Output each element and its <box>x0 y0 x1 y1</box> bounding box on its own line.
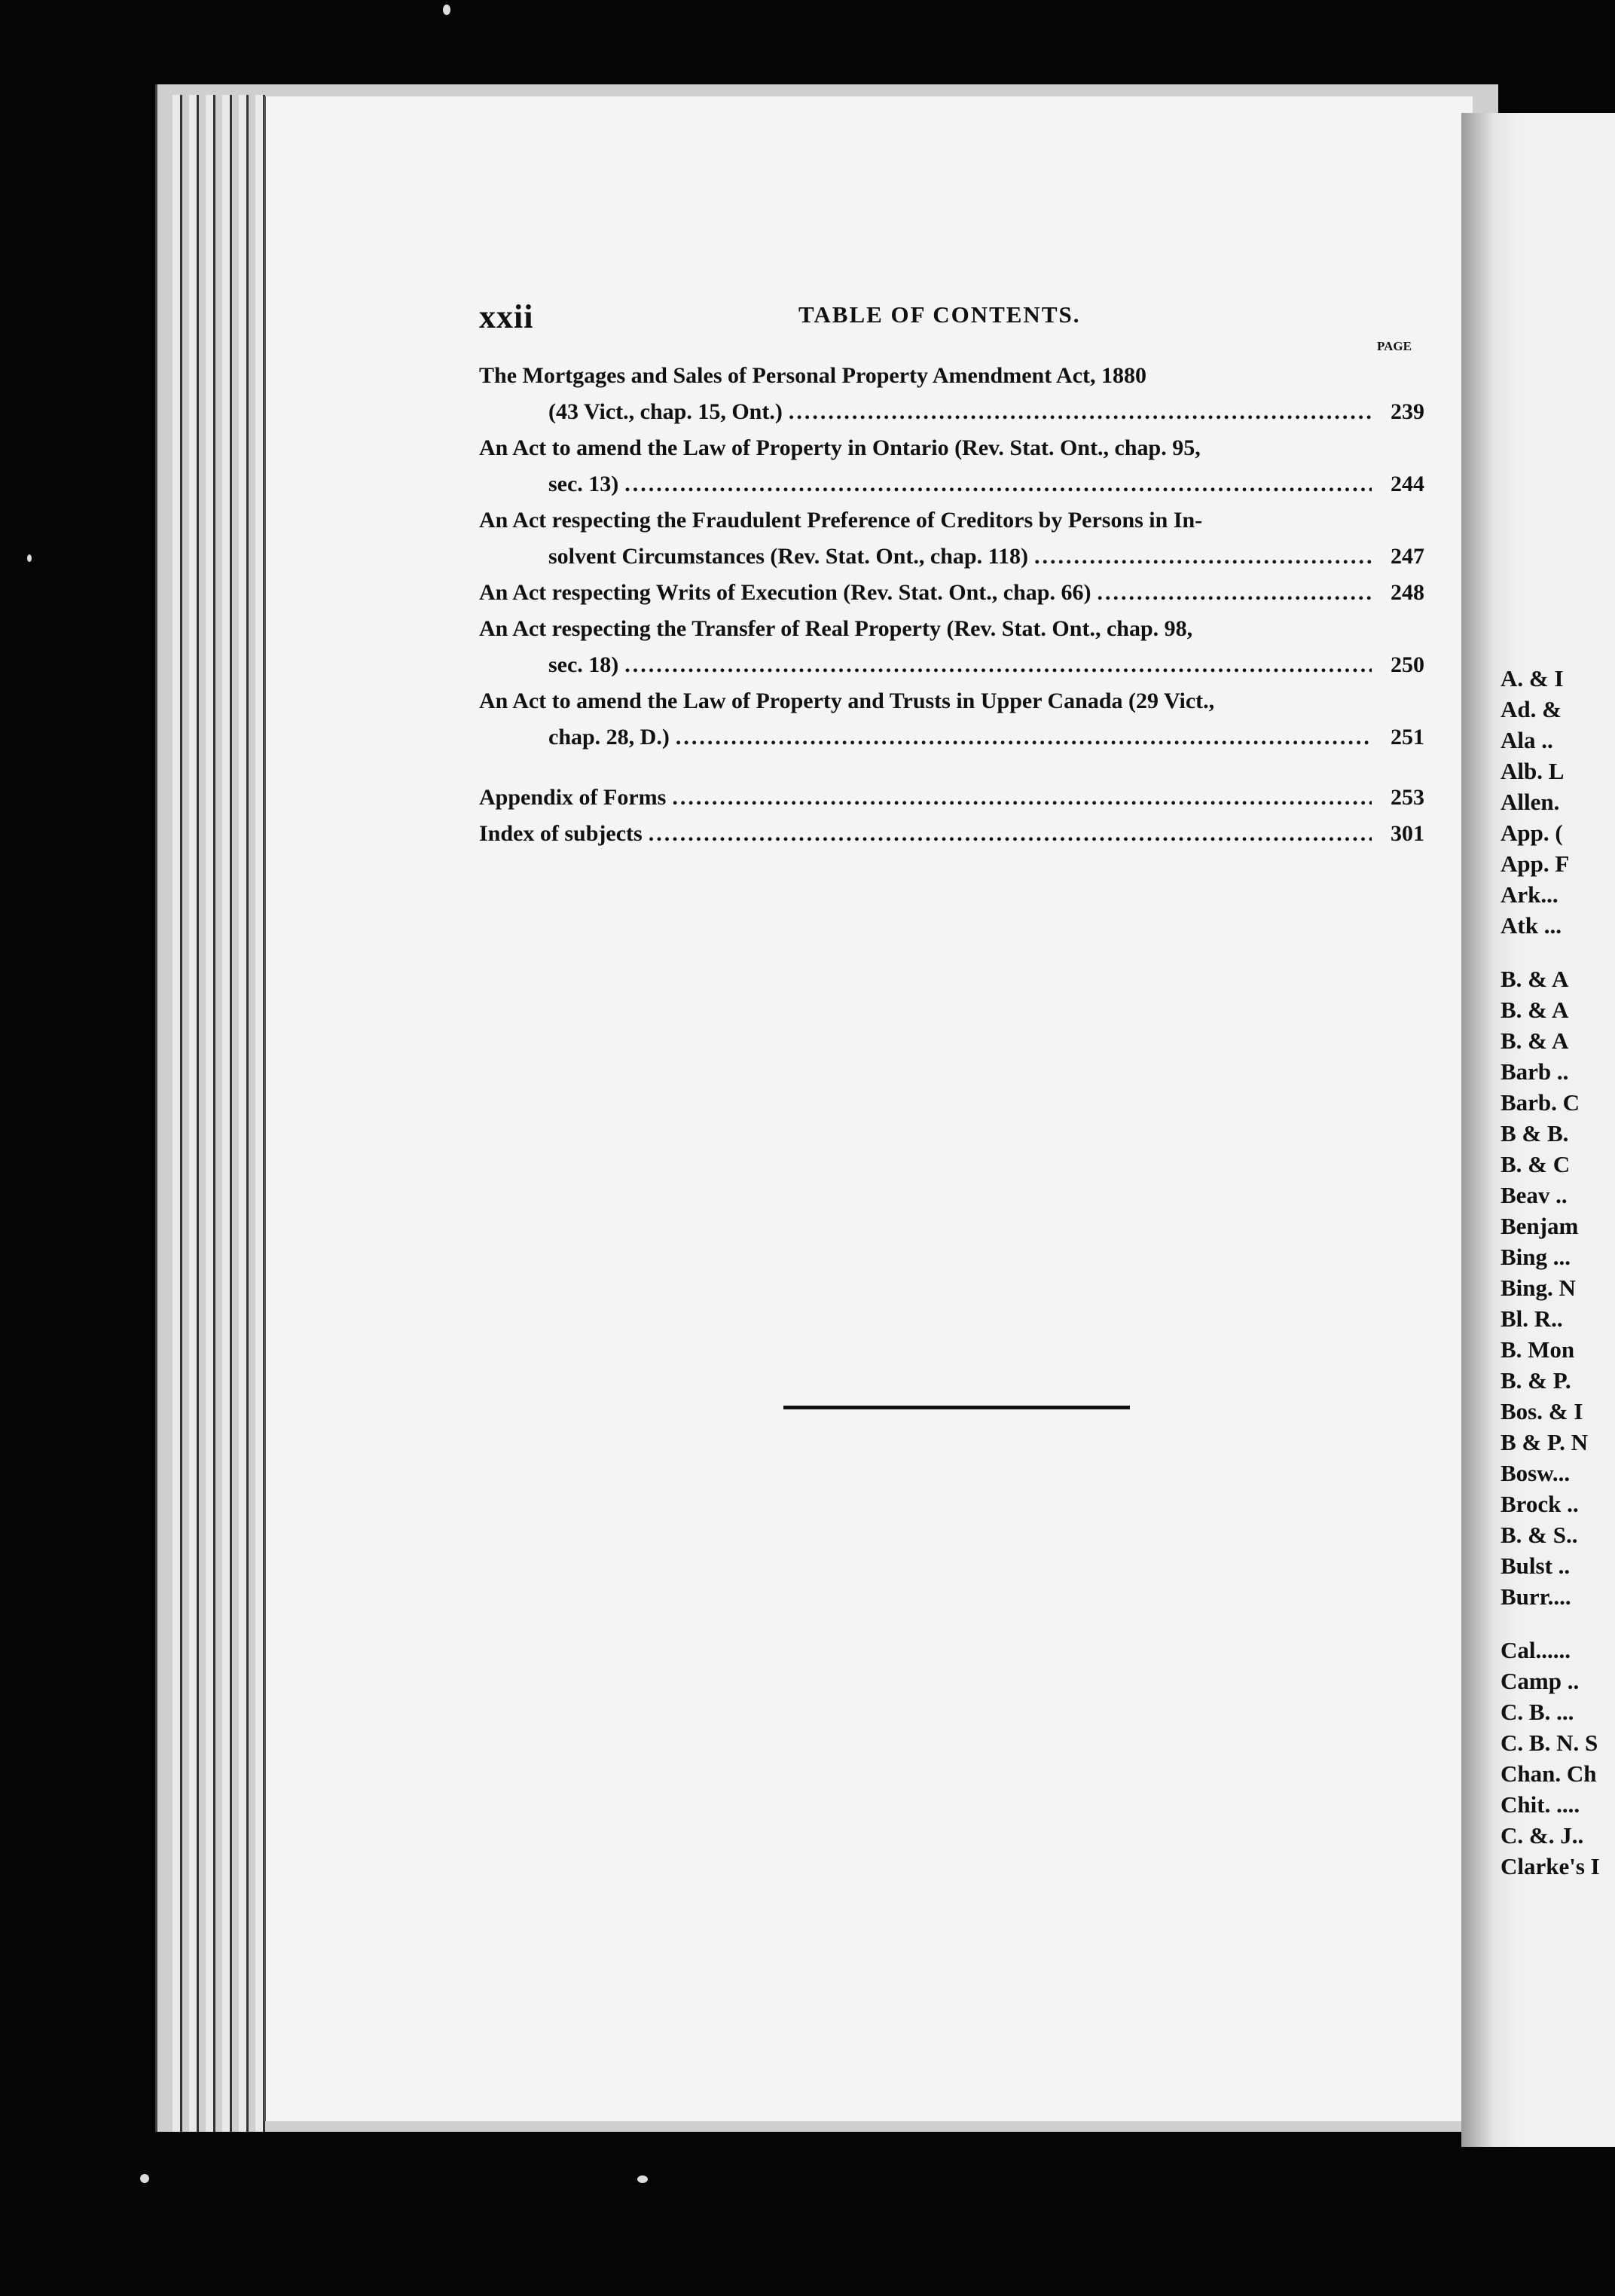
abbreviation-entry: Ark... <box>1501 881 1559 908</box>
toc-line <box>479 780 1424 816</box>
scan-speck <box>140 2174 149 2183</box>
abbreviation-entry: Benjam <box>1501 1213 1579 1239</box>
running-head: TABLE OF CONTENTS. <box>798 301 1081 328</box>
abbreviation-entry: A. & I <box>1501 665 1564 692</box>
abbreviation-entry: Brock .. <box>1501 1491 1579 1517</box>
abbreviation-entry: Allen. <box>1501 789 1560 815</box>
toc-line <box>479 719 1424 756</box>
abbreviation-entry: Barb. C <box>1501 1089 1580 1116</box>
toc-line <box>479 539 1424 575</box>
toc-entry <box>479 611 1424 683</box>
toc-entry-text: Appendix of Forms <box>479 785 667 810</box>
abbreviation-list <box>1501 663 1615 1882</box>
abbreviation-entry: App. ( <box>1501 820 1563 846</box>
toc-line <box>479 683 1424 719</box>
abbreviation-entry: Chit. .... <box>1501 1791 1580 1818</box>
abbreviation-entry: C. &. J.. <box>1501 1822 1584 1849</box>
scan-speck <box>443 5 450 15</box>
abbreviation-entry: Ad. & <box>1501 696 1562 722</box>
facing-page <box>1461 113 1615 2147</box>
toc-entry <box>479 683 1424 756</box>
abbreviation-entry: C. B. N. S <box>1501 1730 1598 1756</box>
abbreviation-entry: Chan. Ch <box>1501 1760 1597 1787</box>
dot-leader <box>676 719 1372 756</box>
abbreviation-entry: Bos. & I <box>1501 1398 1583 1424</box>
abbreviation-entry: Bl. R.. <box>1501 1305 1563 1332</box>
abbreviation-entry: Burr.... <box>1501 1583 1571 1610</box>
toc-entry-text: The Mortgages and Sales of Personal Property Amendment Act, 1880 <box>479 363 1147 388</box>
toc-entry-text: sec. 18) <box>548 652 619 677</box>
page-edge <box>189 95 199 2132</box>
abbreviation-entry: Beav .. <box>1501 1182 1568 1208</box>
horizontal-rule <box>783 1406 1130 1409</box>
dot-leader <box>672 780 1372 816</box>
toc-line <box>479 430 1424 466</box>
toc-line <box>479 611 1424 647</box>
toc-line <box>479 466 1424 502</box>
abbreviation-entry: B. & P. <box>1501 1367 1571 1394</box>
abbreviation-entry: B. & A <box>1501 997 1569 1023</box>
page-number: xxii <box>479 298 534 335</box>
toc-entry <box>479 430 1424 502</box>
dot-leader <box>649 816 1372 852</box>
toc-entry <box>479 780 1424 816</box>
toc-entry-text: An Act respecting the Transfer of Real Property (Rev. Stat. Ont., chap. 98, <box>479 616 1193 641</box>
abbreviation-entry: Ala .. <box>1501 727 1553 753</box>
toc-entry-text: (43 Vict., chap. 15, Ont.) <box>548 399 783 424</box>
dot-leader <box>789 394 1372 430</box>
toc-entry <box>479 502 1424 575</box>
abbreviation-entry: Clarke's I <box>1501 1853 1600 1879</box>
toc-entry-text: sec. 13) <box>548 472 619 496</box>
toc-line <box>479 647 1424 683</box>
abbreviation-entry: Barb .. <box>1501 1058 1569 1085</box>
toc-line <box>479 358 1424 394</box>
toc-entry-text: An Act to amend the Law of Property and Trusts in Upper Canada (29 Vict., <box>479 688 1215 713</box>
dot-leader <box>1097 575 1372 611</box>
toc-entry-text: Index of subjects <box>479 821 643 846</box>
abbreviation-entry: B. Mon <box>1501 1336 1575 1363</box>
toc-entry-text: An Act to amend the Law of Property in Ontario (Rev. Stat. Ont., chap. 95, <box>479 435 1201 460</box>
page-ref: 253 <box>1391 785 1424 810</box>
toc-entry <box>479 816 1424 852</box>
abbreviation-entry: B. & A <box>1501 1027 1569 1054</box>
abbreviation-entry: Atk ... <box>1501 912 1562 939</box>
table-of-contents <box>479 358 1424 852</box>
toc-line <box>479 816 1424 852</box>
scan-speck <box>27 554 32 562</box>
abbreviation-entry: B & B. <box>1501 1120 1569 1146</box>
toc-entry-text: chap. 28, D.) <box>548 725 670 750</box>
toc-line <box>479 502 1424 539</box>
dot-leader <box>624 466 1372 502</box>
abbreviation-entry: Camp .. <box>1501 1668 1580 1694</box>
toc-entry-text: solvent Circumstances (Rev. Stat. Ont., chap. 118) <box>548 544 1028 569</box>
page-edge <box>172 95 182 2132</box>
page-edge <box>239 95 249 2132</box>
abbreviation-entry: B & P. N <box>1501 1429 1588 1455</box>
page-ref: 301 <box>1391 821 1424 846</box>
abbreviation-entry: C. B. ... <box>1501 1699 1574 1725</box>
abbreviation-entry: B. & S.. <box>1501 1522 1578 1548</box>
toc-line <box>479 575 1424 611</box>
scan-speck <box>637 2175 648 2183</box>
page-ref: 251 <box>1391 725 1424 750</box>
toc-entry <box>479 358 1424 430</box>
abbreviation-entry: Alb. L <box>1501 758 1565 784</box>
page-ref: 247 <box>1391 544 1424 569</box>
page-ref: 248 <box>1391 580 1424 605</box>
abbreviation-entry: App. F <box>1501 850 1570 877</box>
dot-leader <box>624 647 1372 683</box>
page-edge <box>222 95 232 2132</box>
page-edge <box>206 95 215 2132</box>
page-ref: 250 <box>1391 652 1424 677</box>
abbreviation-entry: Bosw... <box>1501 1460 1571 1486</box>
abbreviation-entry: Bulst .. <box>1501 1553 1571 1579</box>
dot-leader <box>1034 539 1372 575</box>
toc-entry <box>479 575 1424 611</box>
abbreviation-entry: Bing ... <box>1501 1244 1571 1270</box>
toc-entry-text: An Act respecting Writs of Execution (Rev. Stat. Ont., chap. 66) <box>479 580 1091 605</box>
abbreviation-entry: Bing. N <box>1501 1275 1576 1301</box>
abbreviation-entry: B. & A <box>1501 966 1569 992</box>
abbreviation-entry: Cal...... <box>1501 1637 1571 1663</box>
page-column-label: PAGE <box>1377 339 1412 353</box>
page-ref: 239 <box>1391 399 1424 424</box>
abbreviation-entry: B. & C <box>1501 1151 1571 1177</box>
page-ref: 244 <box>1391 472 1424 496</box>
toc-line <box>479 394 1424 430</box>
toc-entry-text: An Act respecting the Fraudulent Preference of Creditors by Persons in In- <box>479 508 1203 533</box>
